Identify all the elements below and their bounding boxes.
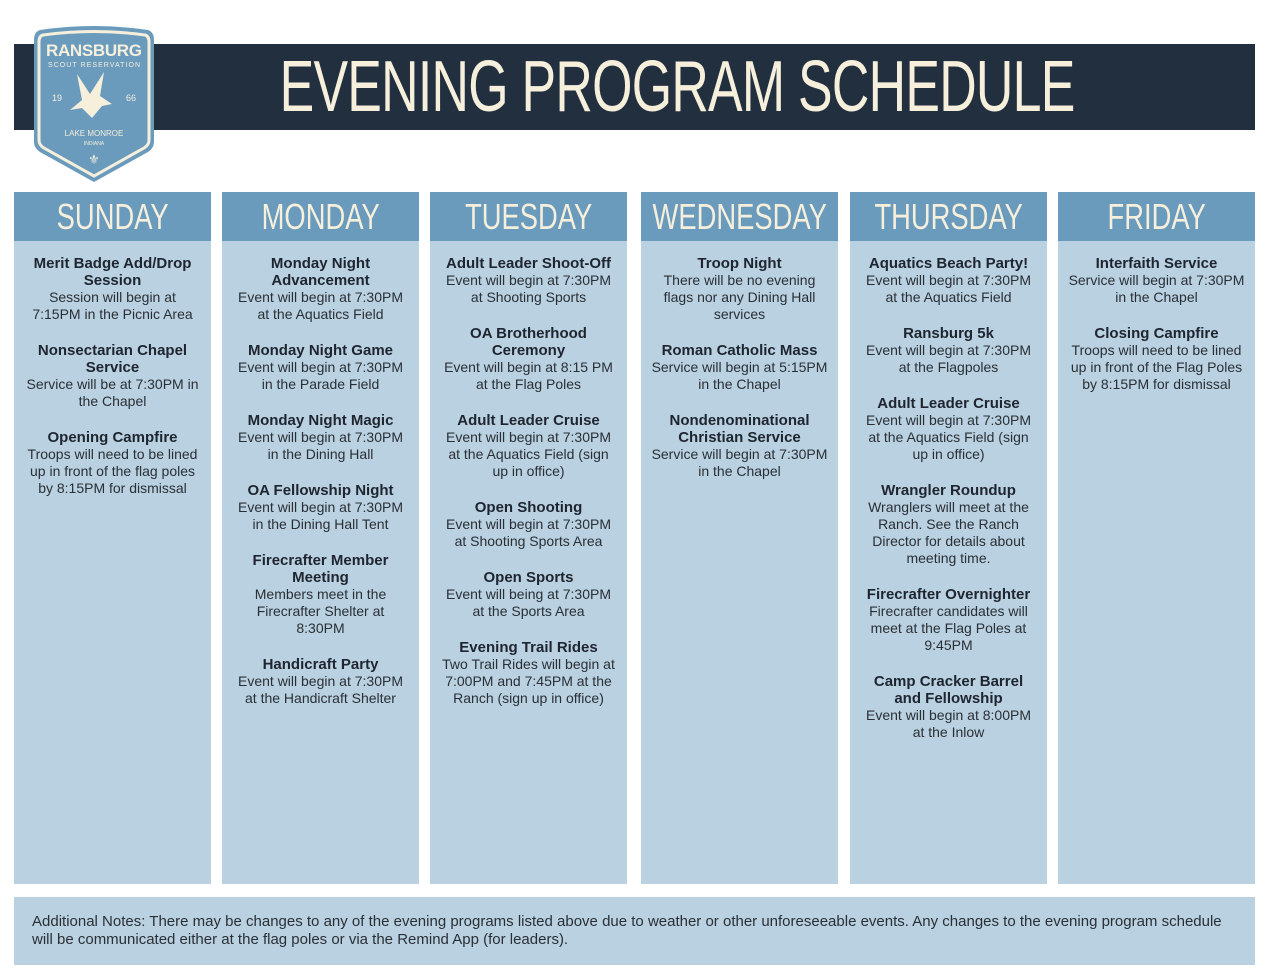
event-item	[232, 482, 409, 533]
event-item	[1068, 325, 1245, 393]
event-title: Opening Campfire	[47, 429, 178, 446]
event-description: Event will begin at 7:30PM at the Aquatics Field	[238, 289, 403, 322]
day-name: THURSDAY	[874, 196, 1023, 237]
event-item	[232, 552, 409, 637]
day-column-monday	[222, 192, 419, 884]
event-list	[222, 241, 419, 707]
day-name: SUNDAY	[56, 196, 169, 237]
event-item	[24, 255, 201, 323]
event-item	[651, 412, 828, 480]
event-title: OA Fellowship Night	[247, 482, 394, 499]
event-item	[860, 255, 1037, 306]
svg-text:⚜: ⚜	[88, 152, 100, 167]
event-item	[24, 342, 201, 410]
day-column-thursday	[850, 192, 1047, 884]
event-description: Troops will need to be lined up in front of the Flag Poles by 8:15PM for dismissal	[1070, 342, 1243, 392]
svg-text:66: 66	[126, 93, 137, 103]
svg-text:RANSBURG: RANSBURG	[46, 41, 142, 60]
event-item	[860, 325, 1037, 376]
event-title: Open Sports	[483, 569, 574, 586]
event-description: Event will begin at 7:30PM at the Aquatics Field (sign up in office)	[866, 412, 1031, 462]
day-column-friday	[1058, 192, 1255, 884]
event-list	[1058, 241, 1255, 393]
day-header	[850, 192, 1047, 241]
day-column-sunday	[14, 192, 211, 884]
svg-text:LAKE MONROE: LAKE MONROE	[64, 129, 124, 138]
event-item	[440, 499, 617, 550]
event-description: There will be no evening flags nor any Dining Hall services	[663, 272, 816, 322]
event-title: Firecrafter Member Meeting	[252, 552, 389, 586]
event-item	[860, 586, 1037, 654]
event-title: Camp Cracker Barrel and Fellowship	[873, 673, 1024, 707]
event-description: Event will begin at 7:30PM at Shooting Sports	[446, 272, 611, 305]
event-description: Event will begin at 7:30PM in the Dining Hall Tent	[238, 499, 403, 532]
event-description: Event will being at 7:30PM at the Sports Area	[446, 586, 611, 619]
event-description: Firecrafter candidates will meet at the Flag Poles at 9:45PM	[869, 603, 1028, 653]
event-description: Two Trail Rides will begin at 7:00PM and 7:45PM at the Ranch (sign up in office)	[442, 656, 615, 706]
event-item	[860, 482, 1037, 567]
event-item	[232, 656, 409, 707]
event-title: Monday Night Magic	[247, 412, 394, 429]
day-header	[430, 192, 627, 241]
event-description: Event will begin at 7:30PM at Shooting Sports Area	[446, 516, 611, 549]
event-title: Wrangler Roundup	[881, 482, 1016, 499]
event-description: Event will begin at 7:30PM at the Aquatics Field (sign up in office)	[446, 429, 611, 479]
event-title: Firecrafter Overnighter	[866, 586, 1031, 603]
event-title: Interfaith Service	[1095, 255, 1218, 272]
event-title: Adult Leader Cruise	[877, 395, 1020, 412]
event-list	[14, 241, 211, 497]
event-title: Aquatics Beach Party!	[868, 255, 1029, 272]
event-item	[440, 412, 617, 480]
event-item	[232, 342, 409, 393]
event-item	[860, 673, 1037, 741]
svg-text:SCOUT RESERVATION: SCOUT RESERVATION	[48, 62, 140, 69]
event-item	[440, 639, 617, 707]
event-description: Session will begin at 7:15PM in the Picnic Area	[32, 289, 193, 322]
event-description: Event will begin at 7:30PM in the Parade Field	[238, 359, 403, 392]
event-list	[850, 241, 1047, 741]
event-list	[430, 241, 627, 707]
event-description: Event will begin at 7:30PM at the Flagpoles	[866, 342, 1031, 375]
event-item	[1068, 255, 1245, 306]
event-description: Event will begin at 7:30PM at the Aquatics Field	[866, 272, 1031, 305]
event-item	[440, 325, 617, 393]
day-column-wednesday	[641, 192, 838, 884]
event-title: Nondenominational Christian Service	[669, 412, 810, 446]
day-header	[222, 192, 419, 241]
svg-text:INDIANA: INDIANA	[83, 141, 105, 147]
event-title: Handicraft Party	[262, 656, 379, 673]
event-description: Wranglers will meet at the Ranch. See the Ranch Director for details about meeting time.	[868, 499, 1029, 566]
day-name: MONDAY	[261, 196, 380, 237]
day-header	[14, 192, 211, 241]
event-item	[860, 395, 1037, 463]
svg-text:19: 19	[52, 93, 63, 103]
event-title: Troop Night	[697, 255, 782, 272]
day-name: TUESDAY	[464, 196, 593, 237]
event-item	[651, 342, 828, 393]
event-description: Service will be at 7:30PM in the Chapel	[26, 376, 199, 409]
event-description: Event will begin at 8:15 PM at the Flag Poles	[444, 359, 613, 392]
event-title: Monday Night Advancement	[270, 255, 371, 289]
event-description: Service will begin at 7:30PM in the Chapel	[651, 446, 828, 479]
page-title: EVENING PROGRAM SCHEDULE	[279, 47, 1075, 127]
event-title: Evening Trail Rides	[459, 639, 598, 656]
event-item	[651, 255, 828, 323]
day-header	[1058, 192, 1255, 241]
additional-notes: Additional Notes: There may be changes to any of the evening programs listed above due to weather or other unforeseeable events. Any changes to the evening program schedule will be communicated either at the flag poles or via the Remind App (for leaders).	[14, 897, 1255, 965]
event-description: Event will begin at 7:30PM at the Handicraft Shelter	[238, 673, 403, 706]
event-title: Adult Leader Cruise	[457, 412, 600, 429]
event-item	[232, 412, 409, 463]
event-title: Closing Campfire	[1094, 325, 1219, 342]
event-description: Event will begin at 7:30PM in the Dining Hall	[238, 429, 403, 462]
event-description: Service will begin at 7:30PM in the Chapel	[1068, 272, 1245, 305]
event-title: Nonsectarian Chapel Service	[37, 342, 188, 376]
day-name: WEDNESDAY	[652, 196, 827, 237]
event-item	[232, 255, 409, 323]
day-name: FRIDAY	[1107, 196, 1206, 237]
event-title: Adult Leader Shoot-Off	[446, 255, 611, 272]
day-header	[641, 192, 838, 241]
event-item	[440, 569, 617, 620]
event-title: Roman Catholic Mass	[661, 342, 818, 359]
event-description: Troops will need to be lined up in front of the flag poles by 8:15PM for dismissal	[27, 446, 198, 496]
event-title: Monday Night Game	[247, 342, 393, 359]
event-item	[440, 255, 617, 306]
event-description: Event will begin at 8:00PM at the Inlow	[866, 707, 1031, 740]
event-item	[24, 429, 201, 497]
event-title: OA Brotherhood Ceremony	[470, 325, 587, 359]
event-description: Members meet in the Firecrafter Shelter at 8:30PM	[254, 586, 387, 636]
event-title: Ransburg 5k	[903, 325, 994, 342]
day-column-tuesday	[430, 192, 627, 884]
ransburg-logo	[32, 24, 156, 184]
page-title-box	[127, 44, 1227, 130]
event-title: Merit Badge Add/Drop Session	[33, 255, 192, 289]
event-description: Service will begin at 5:15PM in the Chapel	[651, 359, 828, 392]
event-title: Open Shooting	[474, 499, 583, 516]
event-list	[641, 241, 838, 480]
